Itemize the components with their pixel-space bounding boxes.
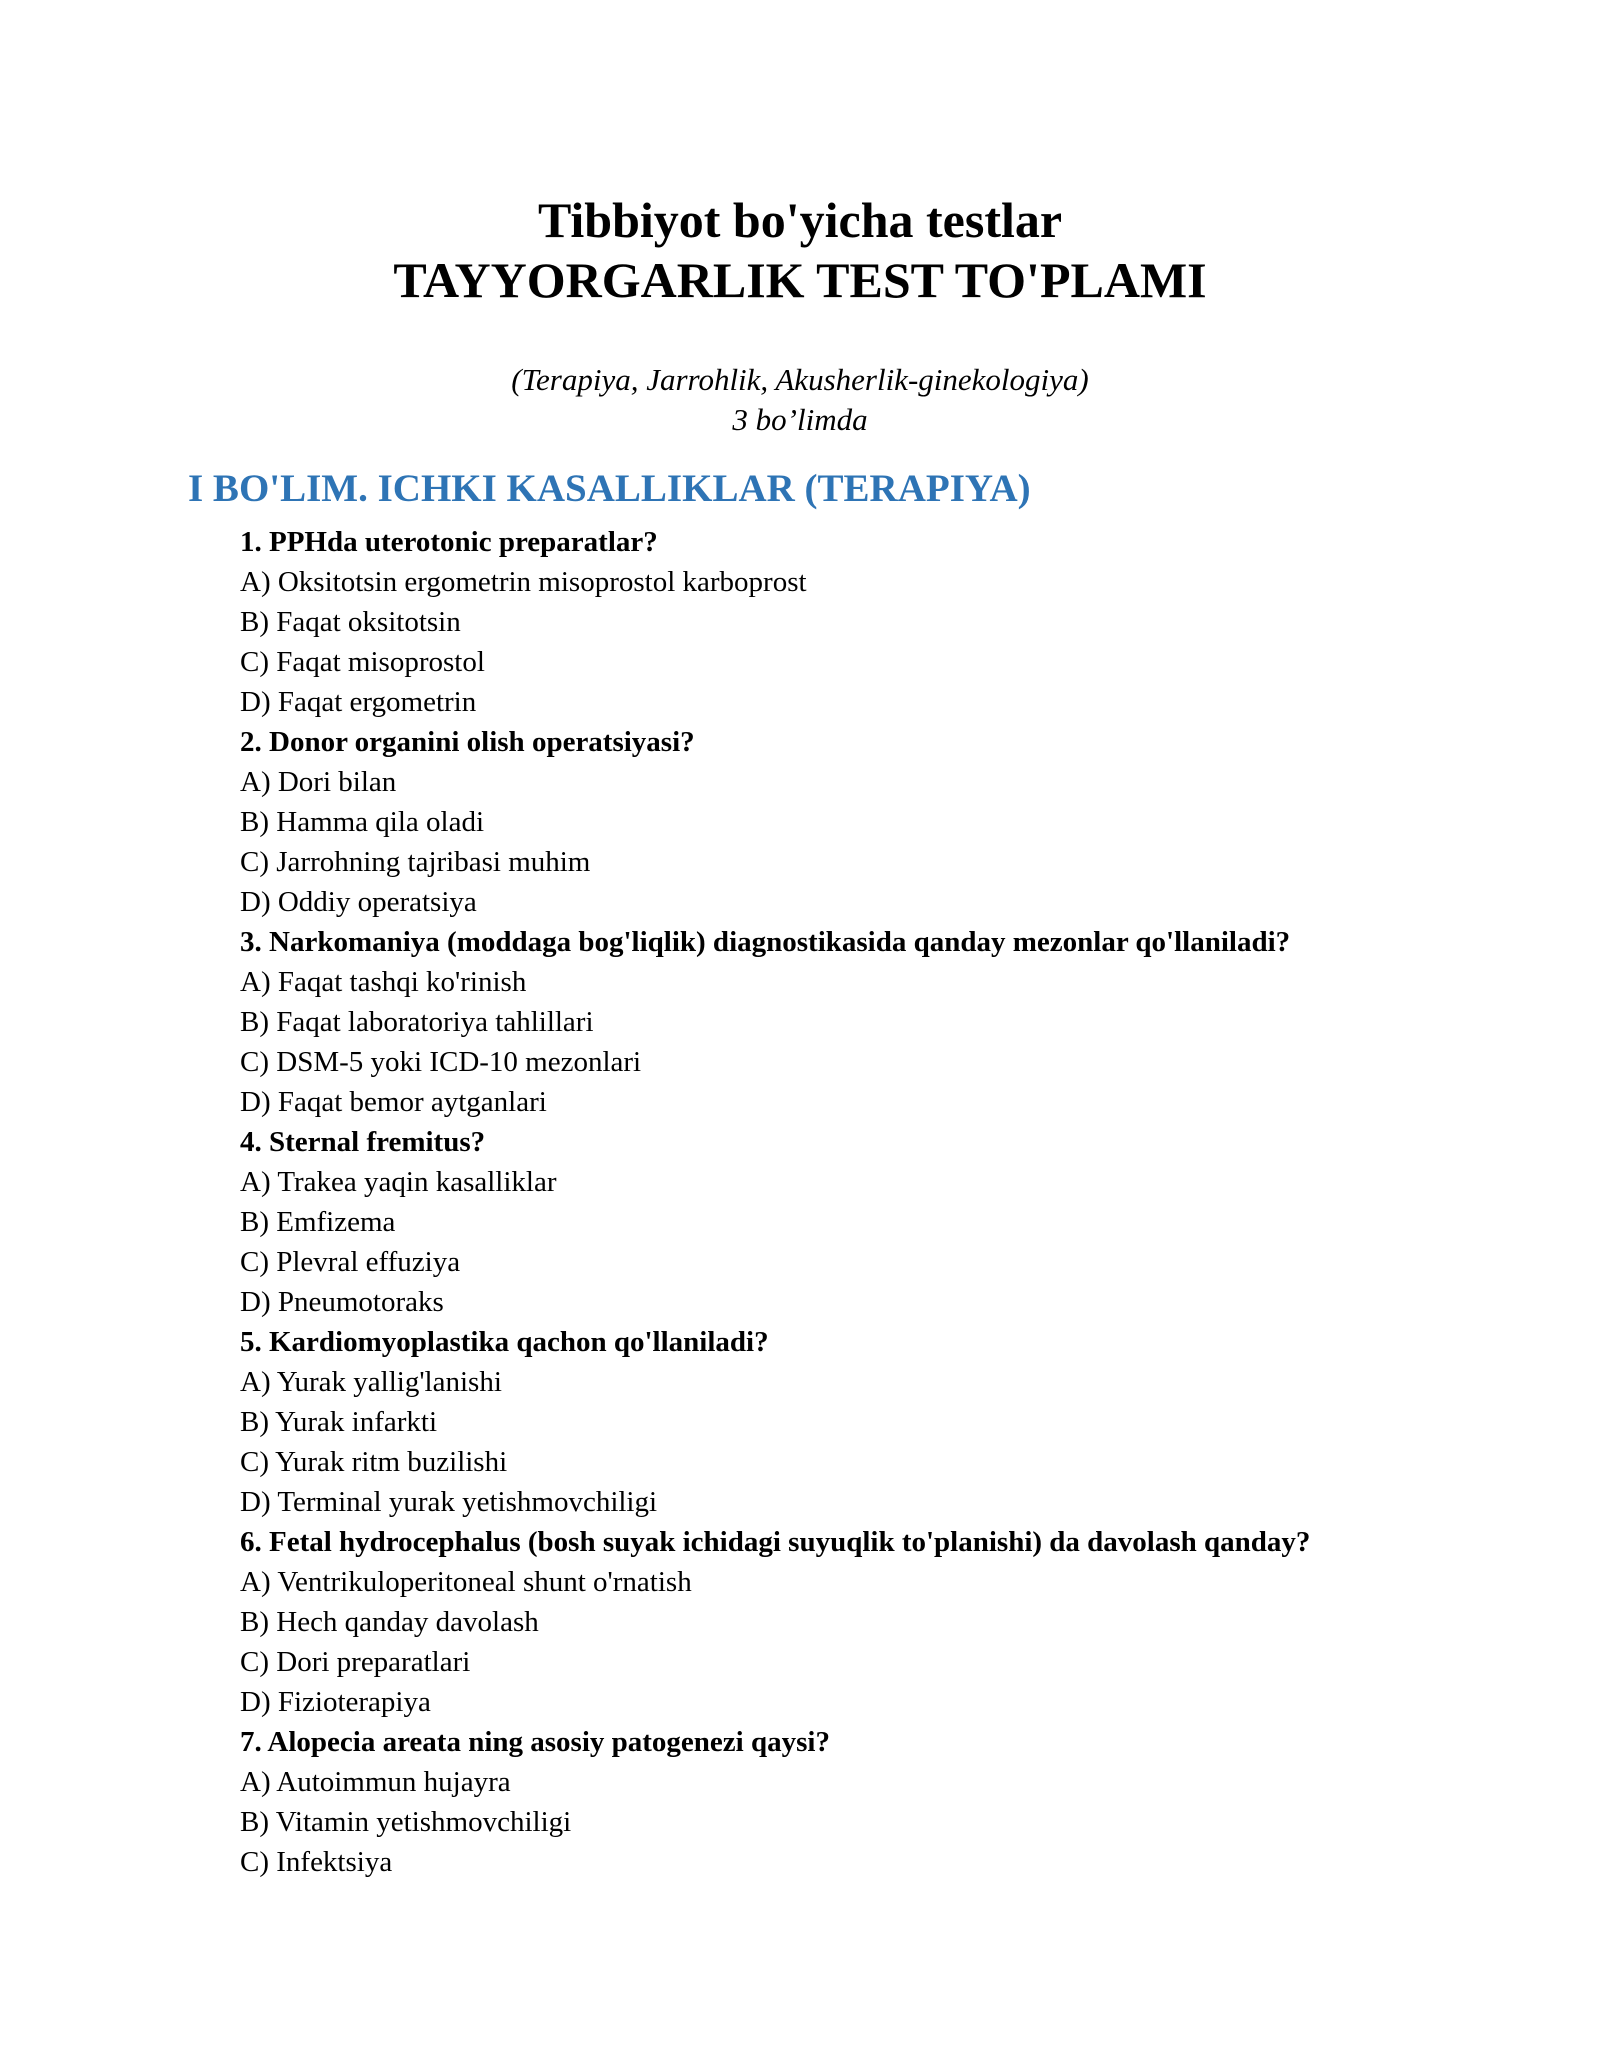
answer-option: C) Plevral effuziya: [240, 1246, 461, 1278]
answer-option: D) Faqat bemor aytganlari: [240, 1086, 547, 1118]
answer-option: C) DSM-5 yoki ICD-10 mezonlari: [240, 1046, 642, 1078]
answer-option: A) Trakea yaqin kasalliklar: [240, 1166, 557, 1198]
answer-option: D) Fizioterapiya: [240, 1686, 431, 1718]
answer-option: A) Autoimmun hujayra: [240, 1766, 511, 1798]
question-item: [240, 1522, 1480, 1722]
answer-option: B) Yurak infarkti: [240, 1406, 438, 1438]
document-subtitle-line-2: 3 bo’limda: [732, 402, 868, 437]
answer-option: B) Emfizema: [240, 1206, 396, 1238]
answer-option: A) Dori bilan: [240, 766, 397, 798]
answer-option: B) Faqat oksitotsin: [240, 606, 461, 638]
answer-option: C) Faqat misoprostol: [240, 646, 485, 678]
question-item: [240, 1722, 1480, 1882]
answer-option: D) Faqat ergometrin: [240, 686, 477, 718]
question-text: 6. Fetal hydrocephalus (bosh suyak ichidagi suyuqlik to'planishi) da davolash qanday?: [240, 1526, 1311, 1558]
question-text: 7. Alopecia areata ning asosiy patogenezi qaysi?: [240, 1726, 830, 1758]
question-text: 2. Donor organini olish operatsiyasi?: [240, 726, 695, 758]
answer-option: D) Terminal yurak yetishmovchiligi: [240, 1486, 658, 1518]
question-text: 4. Sternal fremitus?: [240, 1126, 486, 1158]
section-heading: I BO'LIM. ICHKI KASALLIKLAR (TERAPIYA): [188, 467, 1031, 510]
title-block: [0, 190, 1600, 310]
subtitle-block: [0, 360, 1600, 440]
answer-option: D) Pneumotoraks: [240, 1286, 444, 1318]
question-text: 1. PPHda uterotonic preparatlar?: [240, 526, 658, 558]
answer-option: A) Ventrikuloperitoneal shunt o'rnatish: [240, 1566, 692, 1598]
question-text: 3. Narkomaniya (moddaga bog'liqlik) diagnostikasida qanday mezonlar qo'llaniladi?: [240, 926, 1291, 958]
answer-option: A) Yurak yallig'lanishi: [240, 1366, 502, 1398]
answer-option: A) Oksitotsin ergometrin misoprostol karboprost: [240, 566, 807, 598]
document-title-line-1: Tibbiyot bo'yicha testlar: [537, 192, 1063, 248]
question-item: [240, 922, 1480, 1122]
question-text: 5. Kardiomyoplastika qachon qo'llaniladi?: [240, 1326, 769, 1358]
answer-option: B) Faqat laboratoriya tahlillari: [240, 1006, 594, 1038]
answer-option: C) Dori preparatlari: [240, 1646, 471, 1678]
answer-option: D) Oddiy operatsiya: [240, 886, 477, 918]
answer-option: B) Hamma qila oladi: [240, 806, 485, 838]
question-item: [240, 1122, 1480, 1322]
question-item: [240, 1322, 1480, 1522]
answer-option: C) Jarrohning tajribasi muhim: [240, 846, 591, 878]
answer-option: A) Faqat tashqi ko'rinish: [240, 966, 527, 998]
answer-option: B) Hech qanday davolash: [240, 1606, 539, 1638]
question-list: [240, 522, 1480, 1882]
question-item: [240, 722, 1480, 922]
answer-option: B) Vitamin yetishmovchiligi: [240, 1806, 572, 1838]
question-item: [240, 522, 1480, 722]
answer-option: C) Yurak ritm buzilishi: [240, 1446, 508, 1478]
document-title-line-2: TAYYORGARLIK TEST TO'PLAMI: [393, 252, 1207, 308]
document-subtitle-line-1: (Terapiya, Jarrohlik, Akusherlik-ginekologiya): [511, 362, 1089, 397]
answer-option: C) Infektsiya: [240, 1846, 393, 1878]
